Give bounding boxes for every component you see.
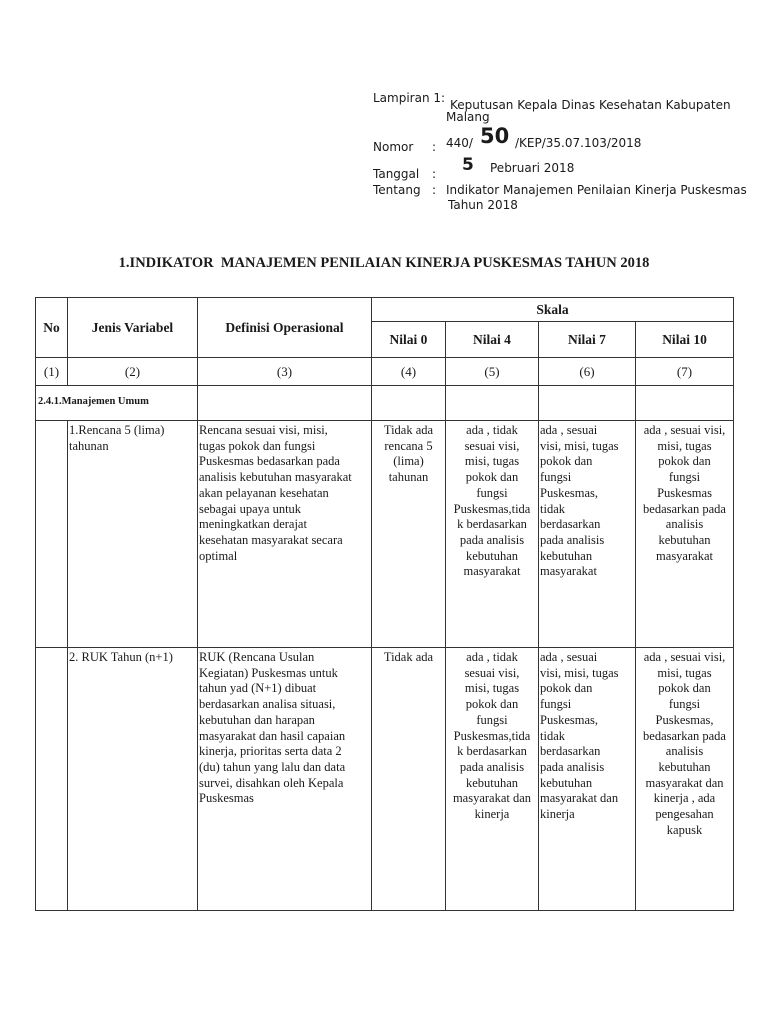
col-header-nilai4: Nilai 4 [446, 322, 539, 358]
tanggal-day: 5 [462, 155, 474, 175]
column-number: (4) [372, 358, 446, 386]
cell-no [36, 421, 68, 648]
col-header-jenis: Jenis Variabel [68, 298, 198, 358]
column-number: (5) [446, 358, 539, 386]
cell-nilai4: ada , tidak sesuai visi, misi, tugas pokok dan fungsi Puskesmas,tida k berdasarkan pada analisis kebutuhan masyarakat [446, 421, 539, 648]
document-title: 1.INDIKATOR MANAJEMEN PENILAIAN KINERJA PUSKESMAS TAHUN 2018 [118, 255, 650, 271]
cell-nilai7: ada , sesuai visi, misi, tugas pokok dan fungsi Puskesmas, tidak berdasarkan pada analisis kebutuhan masyarakat dan kinerja [539, 648, 636, 911]
tentang-colon: : [432, 183, 437, 197]
section-empty-cell [198, 386, 372, 421]
col-header-skala: Skala [372, 298, 734, 322]
indicator-table [35, 297, 734, 911]
nomor-suffix: /KEP/35.07.103/2018 [515, 136, 642, 150]
column-number: (2) [68, 358, 198, 386]
nomor-label: Nomor [373, 140, 414, 154]
tanggal-colon: : [432, 167, 437, 181]
col-header-nilai7: Nilai 7 [539, 322, 636, 358]
cell-nilai4: ada , tidak sesuai visi, misi, tugas pokok dan fungsi Puskesmas,tida k berdasarkan pada analisis kebutuhan masyarakat dan kinerja [446, 648, 539, 911]
table-row [36, 421, 734, 648]
tanggal-rest: Pebruari 2018 [490, 161, 575, 175]
col-header-nilai0: Nilai 0 [372, 322, 446, 358]
cell-nilai0: Tidak ada rencana 5 (lima) tahunan [372, 421, 446, 648]
col-header-nilai10: Nilai 10 [636, 322, 734, 358]
col-header-no: No [36, 298, 68, 358]
section-empty-cell [446, 386, 539, 421]
column-number: (1) [36, 358, 68, 386]
cell-jenis: 2. RUK Tahun (n+1) [68, 648, 198, 911]
section-empty-cell [636, 386, 734, 421]
tentang-label: Tentang [373, 183, 421, 197]
cell-nilai10: ada , sesuai visi, misi, tugas pokok dan fungsi Puskesmas, bedasarkan pada analisis kebutuhan masyarakat dan kinerja , ada pengesahan kapusk [636, 648, 734, 911]
cell-nilai7: ada , sesuai visi, misi, tugas pokok dan fungsi Puskesmas, tidak berdasarkan pada analisis kebutuhan masyarakat [539, 421, 636, 648]
col-header-definisi: Definisi Operasional [198, 298, 372, 358]
nomor-colon: : [432, 140, 437, 154]
tentang-line2: Tahun 2018 [448, 198, 518, 212]
section-empty-cell [539, 386, 636, 421]
lampiran-value-line1: Keputusan Kepala Dinas Kesehatan Kabupaten [450, 98, 731, 112]
nomor-prefix: 440/ [446, 136, 473, 150]
section-empty-cell [372, 386, 446, 421]
lampiran-label: Lampiran 1: [373, 91, 446, 105]
cell-definisi: RUK (Rencana Usulan Kegiatan) Puskesmas untuk tahun yad (N+1) dibuat berdasarkan analisa situasi, kebutuhan dan harapan masyarakat dan hasil capaian kinerja, prioritas serta data 2 (du) tahun yang lalu dan data survei, disahkan oleh Kepala Puskesmas [198, 648, 372, 911]
lampiran-value-line2: Malang [446, 110, 490, 124]
column-number: (3) [198, 358, 372, 386]
column-number: (6) [539, 358, 636, 386]
tentang-line1: Indikator Manajemen Penilaian Kinerja Puskesmas [446, 183, 747, 197]
header-row-top [36, 298, 734, 322]
column-number: (7) [636, 358, 734, 386]
cell-no [36, 648, 68, 911]
table-row [36, 648, 734, 911]
cell-nilai0: Tidak ada [372, 648, 446, 911]
tanggal-label: Tanggal [373, 167, 420, 181]
section-row [36, 386, 734, 421]
nomor-number: 50 [480, 124, 510, 148]
section-title: 2.4.1.Manajemen Umum [36, 386, 198, 421]
cell-definisi: Rencana sesuai visi, misi, tugas pokok dan fungsi Puskesmas bedasarkan pada analisis kebutuhan masyarakat akan pelayanan kesehatan sebagai upaya untuk meningkatkan derajat kesehatan masyarakat secara optimal [198, 421, 372, 648]
cell-nilai10: ada , sesuai visi, misi, tugas pokok dan fungsi Puskesmas bedasarkan pada analisis kebutuhan masyarakat [636, 421, 734, 648]
column-number-row [36, 358, 734, 386]
cell-jenis: 1.Rencana 5 (lima) tahunan [68, 421, 198, 648]
